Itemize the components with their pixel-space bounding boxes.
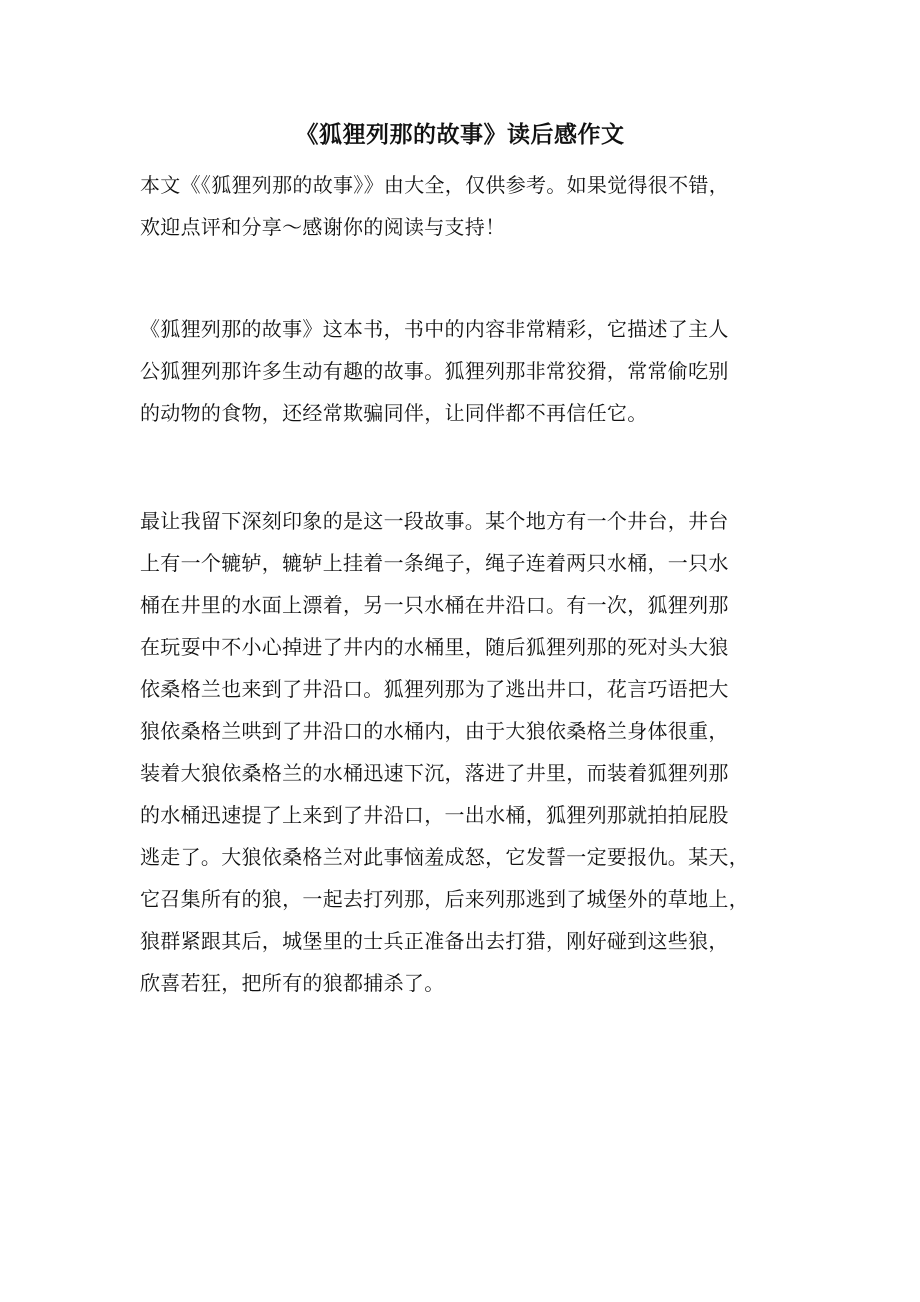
paragraph-line: 狼群紧跟其后，城堡里的士兵正准备出去打猎，刚好碰到这些狼， <box>140 929 729 953</box>
body-paragraph-1 <box>140 308 780 434</box>
paragraph-line: 的动物的食物，还经常欺骗同伴，让同伴都不再信任它。 <box>140 401 648 425</box>
intro-line: 欢迎点评和分享～感谢你的阅读与支持！ <box>140 215 506 239</box>
paragraph-line: 最让我留下深刻印象的是这一段故事。某个地方有一个井台，井台 <box>140 509 729 533</box>
paragraph-line: 逃走了。大狼依桑格兰对此事恼羞成怒，它发誓一定要报仇。某天， <box>140 845 749 869</box>
paragraph-line: 狼依桑格兰哄到了井沿口的水桶内，由于大狼依桑格兰身体很重， <box>140 719 729 743</box>
intro-line: 本文《《狐狸列那的故事》》由大全，仅供参考。如果觉得很不错， <box>140 173 729 197</box>
paragraph-line: 上有一个辘轳，辘轳上挂着一条绳子，绳子连着两只水桶，一只水 <box>140 551 729 575</box>
paragraph-line: 的水桶迅速提了上来到了井沿口，一出水桶，狐狸列那就拍拍屁股 <box>140 803 729 827</box>
paragraph-line: 桶在井里的水面上漂着，另一只水桶在井沿口。有一次，狐狸列那 <box>140 593 729 617</box>
intro-paragraph <box>140 164 780 248</box>
body-paragraph-2 <box>140 500 780 1004</box>
paragraph-line: 在玩耍中不小心掉进了井内的水桶里，随后狐狸列那的死对头大狼 <box>140 635 729 659</box>
paragraph-line: 《狐狸列那的故事》这本书，书中的内容非常精彩，它描述了主人 <box>140 317 729 341</box>
paragraph-line: 公狐狸列那许多生动有趣的故事。狐狸列那非常狡猾，常常偷吃别 <box>140 359 729 383</box>
paragraph-line: 它召集所有的狼，一起去打列那，后来列那逃到了城堡外的草地上， <box>140 887 749 911</box>
paragraph-line: 依桑格兰也来到了井沿口。狐狸列那为了逃出井口，花言巧语把大 <box>140 677 729 701</box>
paragraph-line: 欣喜若狂，把所有的狼都捕杀了。 <box>140 971 445 995</box>
paragraph-line: 装着大狼依桑格兰的水桶迅速下沉，落进了井里，而装着狐狸列那 <box>140 761 729 785</box>
document-title: 《狐狸列那的故事》读后感作文 <box>295 121 625 148</box>
